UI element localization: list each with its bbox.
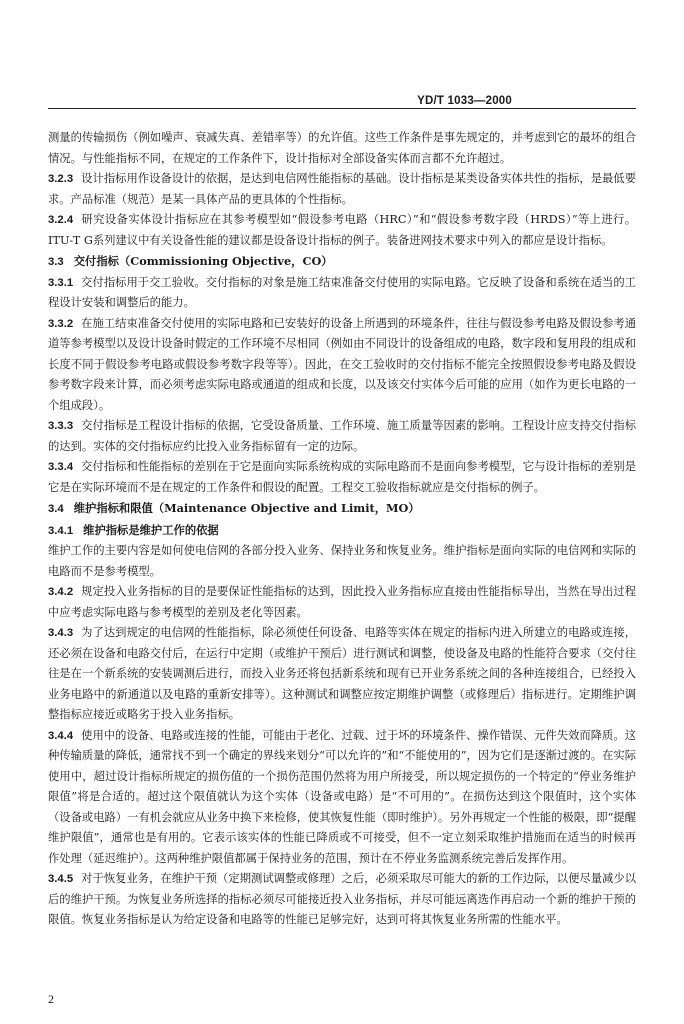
paragraph xyxy=(48,416,636,457)
section-number: 3.3.3 xyxy=(48,420,74,432)
paragraph xyxy=(48,623,636,726)
paragraph-text: 使用中的设备、电路或连接的性能，可能由于老化、过载、过于坏的环境条件、操作错误、元件失效而降质。这种传输质量的降低，通常找不到一个确定的界线来划分“可以允许的”和“不能使用的”，因为它们是逐渐过渡的。在实际使用中，超过设计指标所规定的损伤值的一个损伤范围仍然将为用户所接受，所以规定损伤的一个特定的“停业务维护限值”将是合适的。超过这个限值就认为这个实体（设备或电路）是“不可用的”。在损伤达到这个限值时，这个实体（设备或电路）一有机会就应从业务中换下来检修，使其恢复性能（即时维护）。另外再规定一个性能的极限，即“提醒维护限值”，通常也是有用的。它表示该实体的性能已降质或不可接受，但不一定立刻采取维护措施而在适当的时候再作处理（延迟维护）。这两种维护限值都属于保持业务的范围，预计在不停业务监测系统完善后发挥作用。 xyxy=(48,728,636,865)
section-number: 3.4.3 xyxy=(48,627,74,639)
paragraph xyxy=(48,314,636,417)
paragraph-text: 在施工结束准备交付使用的实际电路和已安装好的设备上所遇到的环境条件，往往与假设参考电路及假设参考通道等参考模型以及设计设备时假定的工作环境不尽相同（例如由不同设计的设备组成的电路，数字段和复用段的组成和长度不同于假设参考电路或假设参考数字段等等）。因此，在交工验收时的交付指标不能完全按照假设参考电路及假设参考数字段来计算，而必须考虑实际电路或通道的组成和长度，以及该交付实体今后可能的应用（如作为更长电路的一个组成段）。 xyxy=(48,316,636,412)
section-heading xyxy=(48,520,636,542)
paragraph xyxy=(48,128,636,169)
section-number: 3.3 xyxy=(48,256,64,268)
paragraph xyxy=(48,726,636,870)
section-heading xyxy=(48,251,636,273)
section-number: 3.4.2 xyxy=(48,586,74,598)
section-number: 3.3.4 xyxy=(48,461,74,473)
paragraph xyxy=(48,869,636,931)
paragraph-text: 维护工作的主要内容是如何使电信网的各部分投入业务、保持业务和恢复业务。维护指标是面向实际的电信网和实际的电路而不是参考模型。 xyxy=(48,544,636,578)
paragraph xyxy=(48,582,636,623)
paragraph-text: 交付指标（Commissioning Objective，CO） xyxy=(73,254,333,268)
paragraph-text: 交付指标是工程设计指标的依据，它受设备质量、工作环境、施工质量等因素的影响。工程设计应支持交付指标的达到。实体的交付指标应约比投入业务指标留有一定的边际。 xyxy=(48,419,636,453)
document-code: YD/T 1033—2000 xyxy=(417,95,512,107)
header-divider xyxy=(48,108,636,109)
paragraph-text: 维护指标是维护工作的依据 xyxy=(83,522,219,537)
document-body xyxy=(48,128,636,931)
paragraph-text: 研究设备实体设计指标应在其参考模型如“假设参考电路（HRC）”和“假设参考数字段（HRDS）”等上进行。ITU-T G系列建议中有关设备性能的建议都是设备设计指标的例子。装备进网技术要求中列入的都应是设计指标。 xyxy=(48,213,636,247)
section-number: 3.4.5 xyxy=(48,873,74,885)
paragraph xyxy=(48,273,636,314)
paragraph-text: 测量的传输损伤（例如噪声、衰减失真、差错率等）的允许值。这些工作条件是事先规定的，并考虑到它的最坏的组合情况。与性能指标不同，在规定的工作条件下，设计指标对全部设备实体而言都不允许超过。 xyxy=(48,131,636,165)
paragraph xyxy=(48,210,636,251)
section-number: 3.2.3 xyxy=(48,173,74,185)
section-number: 3.3.2 xyxy=(48,317,74,330)
section-number: 3.4.1 xyxy=(48,524,74,537)
section-number: 3.4.4 xyxy=(48,729,74,742)
paragraph-text: 为了达到规定的电信网的性能指标，除必须使任何设备、电路等实体在规定的指标内进入所建立的电路或连接，还必须在设备和电路交付后，在运行中定期（或维护干预后）进行测试和调整，使设备及电路的性能符合要求（交付往往是在一个新系统的安装调测后进行，而投入业务还将包括新系统和现有已开业务系统之间的各种连接组合，已经投入业务电路中的新通道以及电路的重新安排等）。这种测试和调整应按定期维护调整（或修理后）指标进行。定期维护调整指标应接近或略劣于投入业务指标。 xyxy=(48,626,636,721)
paragraph-text: 维护指标和限值（Maintenance Objective and Limit，MO） xyxy=(73,501,420,515)
section-number: 3.2.4 xyxy=(48,214,74,226)
section-heading xyxy=(48,498,636,520)
section-number: 3.4 xyxy=(48,503,64,515)
paragraph xyxy=(48,541,636,582)
section-number: 3.3.1 xyxy=(48,276,74,289)
page-number: 2 xyxy=(48,992,54,1006)
paragraph-text: 对于恢复业务，在维护干预（定期测试调整或修理）之后，必须采取尽可能大的新的工作边际，以便尽量减少以后的维护干预。为恢复业务所选择的指标必须尽可能接近投入业务指标，并尽可能远离选作再启动一个新的维护干预的限值。恢复业务指标是认为给定设备和电路等的性能已足够完好，达到可将其恢复业务所需的性能水平。 xyxy=(48,872,636,926)
paragraph-text: 交付指标和性能指标的差别在于它是面向实际系统构成的实际电路而不是面向参考模型，它与设计指标的差别是它是在实际环境而不是在规定的工作条件和假设的配置。工程交工验收指标就应是交付指标的例子。 xyxy=(48,460,636,494)
paragraph-text: 规定投入业务指标的目的是要保证性能指标的达到，因此投入业务指标应直接由性能指标导出，当然在导出过程中应考虑实际电路与参考模型的差别及老化等因素。 xyxy=(48,585,636,619)
paragraph xyxy=(48,457,636,498)
paragraph-text: 设计指标用作设备设计的依据，是达到电信网性能指标的基础。设计指标是某类设备实体共性的指标，是最低要求。产品标准（规范）是某一具体产品的更具体的个性指标。 xyxy=(48,172,636,206)
paragraph xyxy=(48,169,636,210)
paragraph-text: 交付指标用于交工验收。交付指标的对象是施工结束准备交付使用的实际电路。它反映了设备和系统在适当的工程设计安装和调整后的能力。 xyxy=(48,275,636,309)
